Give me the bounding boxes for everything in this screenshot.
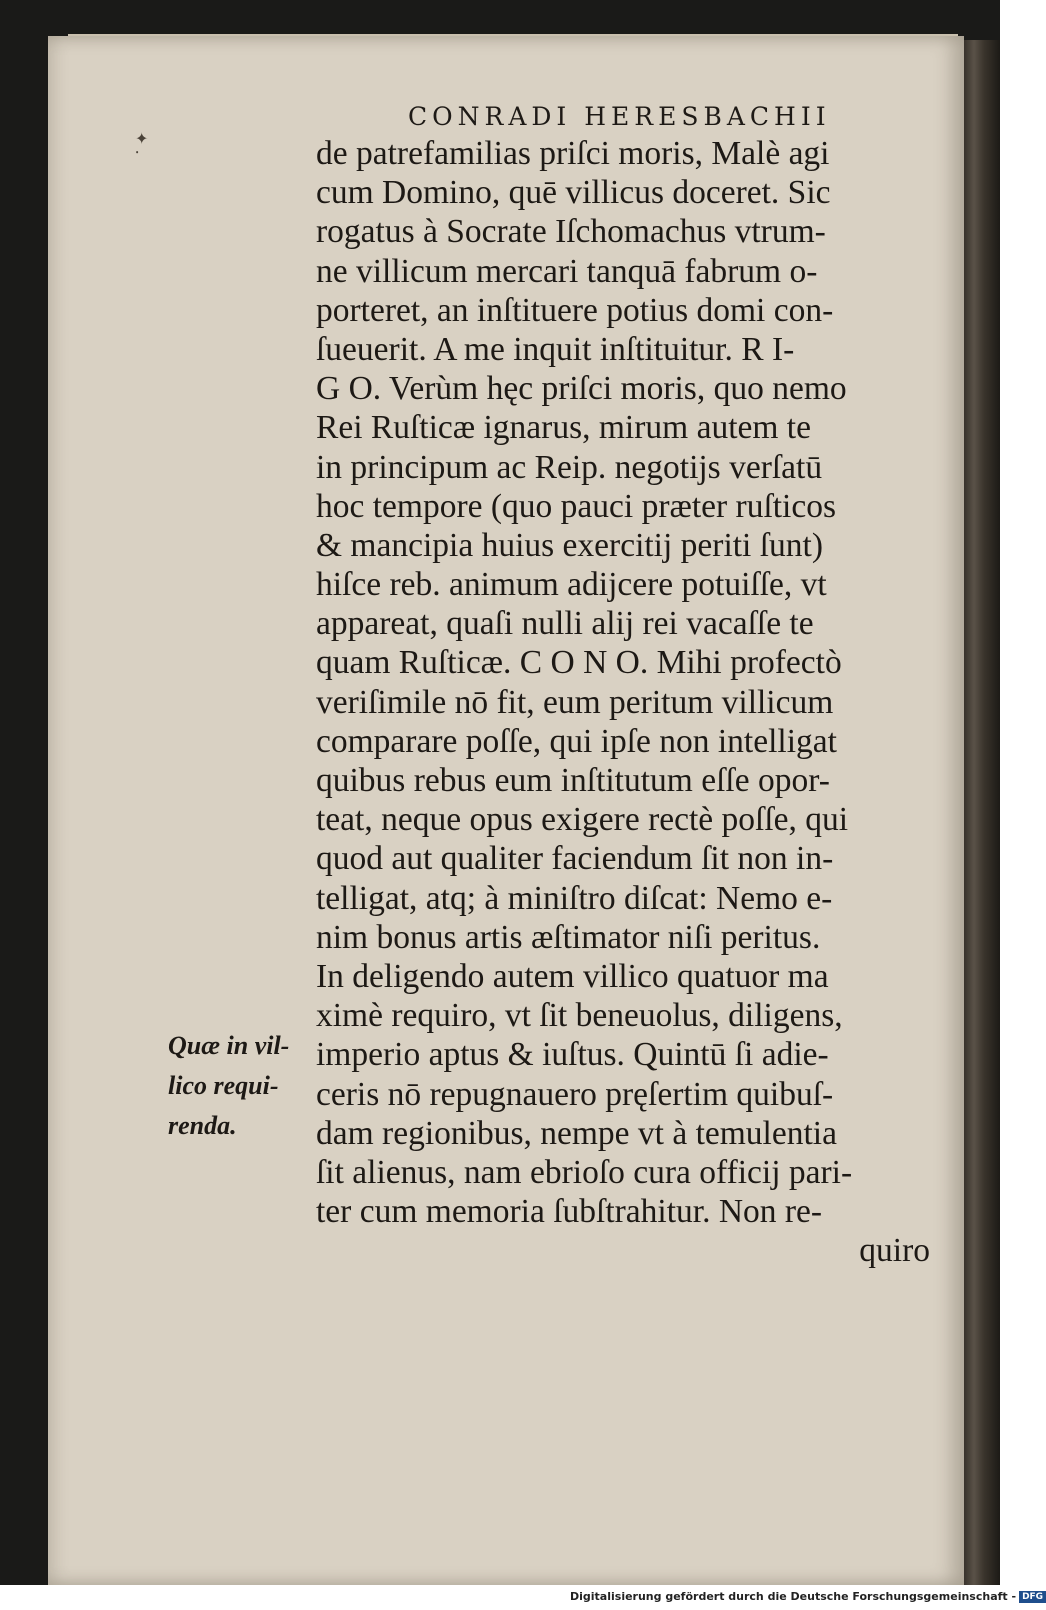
text-line: cum Domino, quē villicus doceret. Sic [316, 174, 831, 212]
text-line: appareat, quaſi nulli alij rei vacaſſe te [316, 605, 814, 643]
credit-text: Digitalisierung gefördert durch die Deutsche Forschungsgemeinschaft - [570, 1590, 1017, 1603]
text-line: In deligendo autem villico quatuor ma [316, 957, 829, 995]
text-line: Rei Ruſticæ ignarus, mirum autem te [316, 409, 811, 447]
catchword: quiro [859, 1232, 930, 1270]
text-line: hoc tempore (quo pauci præter ruſticos [316, 487, 837, 525]
marginal-note-line: Quæ in vil- [168, 1031, 290, 1060]
text-line: quam Ruſticæ. C O N O. Mihi profectò [316, 644, 842, 682]
marginal-note [168, 1026, 308, 1146]
text-line: hiſce reb. animum adijcere potuiſſe, vt [316, 566, 827, 604]
text-line: telligat, atq; à miniſtro diſcat: Nemo e- [316, 879, 833, 917]
text-line: rogatus à Socrate Iſchomachus vtrum- [316, 213, 826, 251]
text-line: ximè requiro, vt ſit beneuolus, diligens, [316, 997, 843, 1035]
text-line: ter cum memoria ſubſtrahitur. Non re- [316, 1193, 823, 1231]
marginal-note-line: lico requi- [168, 1071, 279, 1100]
text-line: ceris nō repugnauero pręſertim quibuſ- [316, 1075, 834, 1113]
text-line: veriſimile nō fit, eum peritum villicum [316, 683, 834, 721]
text-line: & mancipia huius exercitij periti ſunt) [316, 526, 824, 564]
text-line: teat, neque opus exigere rectè poſſe, qui [316, 801, 849, 839]
text-line: ne villicum mercari tanquā fabrum o- [316, 252, 818, 290]
text-line: ſueuerit. A me inquit inſtituitur. R I- [316, 330, 795, 368]
text-line: in principum ac Reip. negotijs verſatū [316, 448, 823, 486]
running-header: CONRADI HERESBACHII [408, 102, 831, 131]
digitization-credit [570, 1590, 1044, 1610]
marginal-note-line: renda. [168, 1111, 237, 1140]
text-line: comparare poſſe, qui ipſe non intelligat [316, 722, 837, 760]
text-line: de patrefamilias priſci moris, Malè agi [316, 135, 830, 172]
text-line: quibus rebus eum inſtitutum eſſe opor- [316, 762, 830, 799]
text-line: quod aut qualiter faciendum ſit non in- [316, 840, 834, 878]
book-spine-edge [960, 40, 1000, 1585]
text-line: imperio aptus & iuſtus. Quintū ſi adie- [316, 1036, 829, 1074]
margin-mark-decoration: ✦ ⸱ [135, 129, 149, 162]
main-text-block [316, 134, 936, 1270]
dfg-logo-badge: DFG [1019, 1591, 1046, 1603]
text-line: porteret, an inſtituere potius domi con- [316, 291, 834, 329]
text-line: nim bonus artis æſtimator niſi peritus. [316, 918, 821, 956]
text-line: G O. Verùm hęc priſci moris, quo nemo [316, 370, 847, 408]
text-line: dam regionibus, nempe vt à temulentia [316, 1114, 837, 1152]
text-line: ſit alienus, nam ebrioſo cura officij pari- [316, 1153, 853, 1191]
